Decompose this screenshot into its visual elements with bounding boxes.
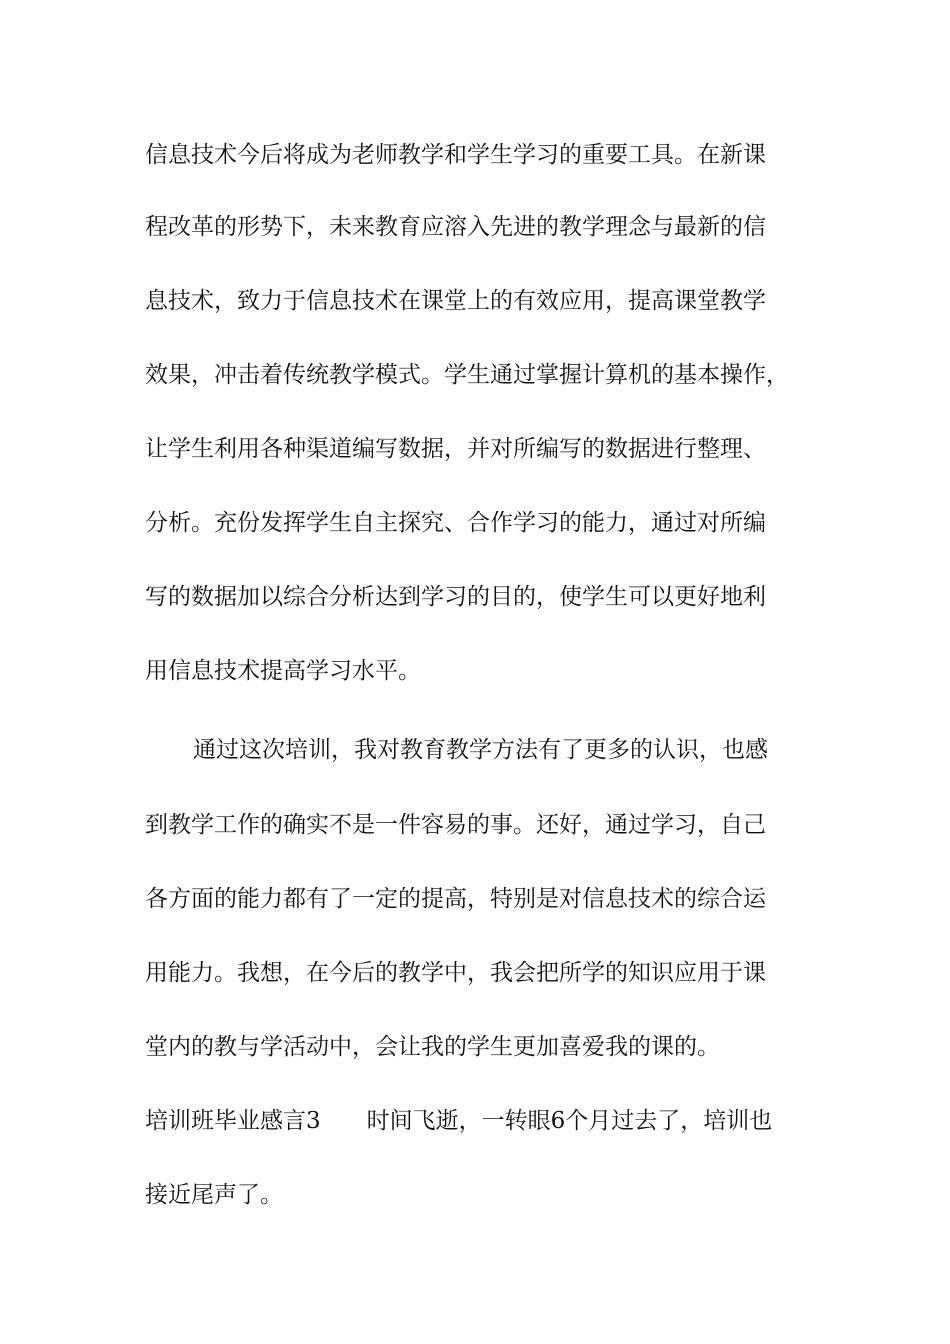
- section-3-text-start: 时间飞逝，一转眼6个月过去了，培训也: [366, 1108, 773, 1134]
- paragraph-2-line-2: 到教学工作的确实不是一件容易的事。还好，通过学习，自己: [145, 812, 766, 838]
- paragraph-1-line-8: 用信息技术提高学习水平。: [145, 658, 421, 684]
- paragraph-2-line-1: 通过这次培训，我对教育教学方法有了更多的认识，也感: [193, 737, 768, 763]
- paragraph-1-line-2: 程改革的形势下，未来教育应溶入先进的教学理念与最新的信: [145, 214, 766, 240]
- section-3-line-2: 接近尾声了。: [145, 1182, 283, 1208]
- section-3-line-1: [145, 1106, 845, 1136]
- section-3-heading: 培训班毕业感言3: [145, 1108, 321, 1134]
- paragraph-2-line-5: 堂内的教与学活动中，会让我的学生更加喜爱我的课的。: [145, 1034, 720, 1060]
- paragraph-1-line-3: 息技术，致力于信息技术在课堂上的有效应用，提高课堂教学: [145, 288, 766, 314]
- paragraph-2-line-4: 用能力。我想，在今后的教学中，我会把所学的知识应用于课: [145, 960, 766, 986]
- paragraph-2-line-3: 各方面的能力都有了一定的提高，特别是对信息技术的综合运: [145, 886, 766, 912]
- paragraph-1-line-6: 分析。充份发挥学生自主探究、合作学习的能力，通过对所编: [145, 510, 766, 536]
- paragraph-1-line-1: 信息技术今后将成为老师教学和学生学习的重要工具。在新课: [145, 142, 766, 168]
- paragraph-1-line-5: 让学生利用各种渠道编写数据，并对所编写的数据进行整理、: [145, 436, 766, 462]
- paragraph-1-line-4: 效果，冲击着传统教学模式。学生通过掌握计算机的基本操作，: [145, 362, 789, 388]
- paragraph-1-line-7: 写的数据加以综合分析达到学习的目的，使学生可以更好地利: [145, 584, 766, 610]
